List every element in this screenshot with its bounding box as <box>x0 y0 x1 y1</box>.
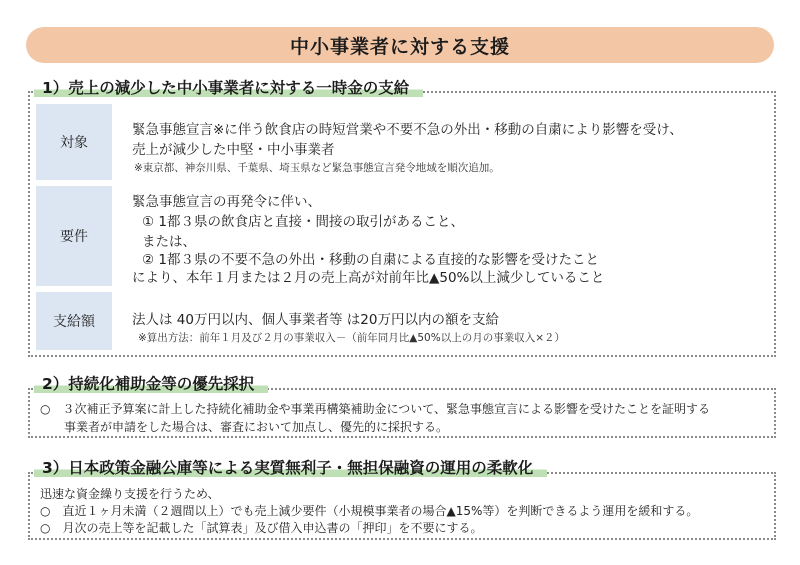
section3-line-3: ○ 月次の売上等を記載した「試算表」及び借入申込書の「押印」を不要にする。 <box>40 521 483 535</box>
section2-line-1: ○ ３次補正予算案に計上した持続化補助金や事業再構築補助金について、緊急事態宣言による影響を受けたことを証明する <box>40 402 710 416</box>
row-label-target: 対象 <box>36 104 112 180</box>
target-note: ※東京都、神奈川県、千葉県、埼玉県など緊急事態宣言発令地域を順次追加。 <box>134 162 500 174</box>
target-line-1: 緊急事態宣言※に伴う飲食店の時短営業や不要不急の外出・移動の自粛により影響を受け、 <box>132 122 683 138</box>
section2-heading: 2）持続化補助金等の優先採択 <box>34 372 268 394</box>
req-line-2: ① 1都３県の飲食店と直接・間接の取引があること、 <box>142 214 464 230</box>
section1-heading: 1）売上の減少した中小事業者に対する一時金の支給 <box>34 76 423 98</box>
req-line-4: ② 1都３県の不要不急の外出・移動の自粛による直接的な影響を受けたこと <box>142 252 599 268</box>
target-line-2: 売上が減少した中堅・中小事業者 <box>132 142 335 158</box>
req-line-3: または、 <box>142 234 196 250</box>
page-title: 中小事業者に対する支援 <box>26 27 774 63</box>
section3-line-2: ○ 直近１ヶ月未満（２週間以上）でも売上減少要件（小規模事業者の場合▲15%等）を判断できるよう運用を緩和する。 <box>40 504 699 518</box>
section2-line-2: 事業者が申請をした場合は、審査において加点し、優先的に採択する。 <box>40 420 449 434</box>
row-label-requirements: 要件 <box>36 186 112 286</box>
section3-line-1: 迅速な資金繰り支援を行うため、 <box>40 487 220 501</box>
row-label-amount: 支給額 <box>36 292 112 350</box>
req-line-5: により、本年１月または２月の売上高が対前年比▲50%以上減少していること <box>132 270 605 286</box>
amount-note: ※算出方法：前年１月及び２月の事業収入－（前年同月比▲50%以上の月の事業収入×２） <box>138 332 566 344</box>
amount-line-1: 法人は 40万円以内、個人事業者等 は20万円以内の額を支給 <box>132 312 499 328</box>
section3-heading: 3）日本政策金融公庫等による実質無利子・無担保融資の運用の柔軟化 <box>34 456 547 478</box>
req-line-1: 緊急事態宣言の再発令に伴い、 <box>132 194 321 210</box>
